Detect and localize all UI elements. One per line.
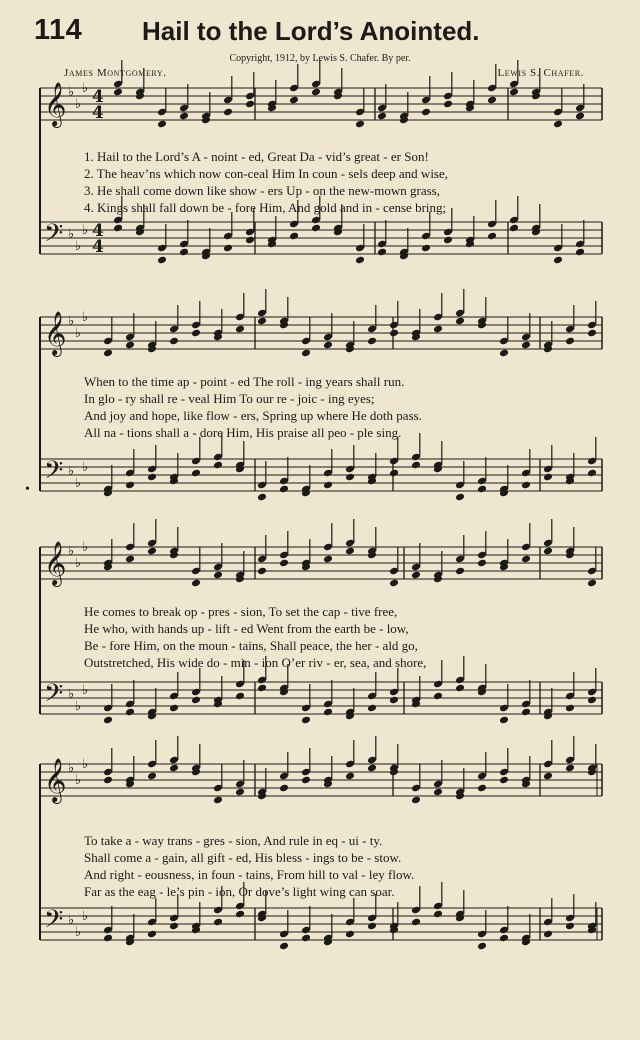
treble-note [125, 341, 135, 350]
bass-note [125, 481, 135, 490]
treble-note [477, 559, 487, 568]
flat-icon: ♭ [68, 913, 75, 928]
flat-icon: ♭ [82, 310, 89, 325]
bass-note [355, 256, 365, 265]
bass-note [301, 934, 311, 943]
flat-icon: ♭ [82, 460, 89, 475]
treble-note [487, 96, 497, 105]
treble-note [521, 341, 531, 350]
lyric-line: Be - fore Him, on the moun - tains, Shall peace, the her - ald go, [84, 638, 418, 653]
bass-note [521, 708, 531, 717]
flat-icon: ♭ [75, 97, 82, 112]
treble-note [367, 764, 377, 773]
bass-note [389, 696, 399, 705]
bass-note [455, 493, 465, 502]
bass-note [191, 696, 201, 705]
bass-note [565, 922, 575, 931]
bass-note [543, 930, 553, 939]
hymn-number: 114 [34, 14, 83, 46]
bass-clef-icon: 𝄢 [44, 679, 64, 714]
composer-credit: Lewis S. Chafer. [497, 67, 584, 79]
time-signature-top: 4 [92, 87, 104, 107]
bass-note [499, 716, 509, 725]
bass-note [157, 256, 167, 265]
treble-note [389, 579, 399, 588]
bass-note [103, 934, 113, 943]
bass-note [301, 716, 311, 725]
bass-note [433, 692, 443, 701]
flat-icon: ♭ [82, 909, 89, 924]
treble-note [223, 108, 233, 117]
bass-note [257, 684, 267, 693]
treble-note [279, 784, 289, 793]
lyric-line: He who, with hands up - lift - ed Went from the earth be - low, [84, 621, 409, 636]
lyric-line: And right - eousness, in foun - tains, From hill to val - ley flow. [84, 867, 415, 882]
lyric-line: He comes to break op - pres - sion, To set the cap - tive free, [84, 604, 398, 619]
treble-note [499, 776, 509, 785]
lyric-line: 4. Kings shall fall down be - fore Him, And gold and in - cense bring; [84, 200, 447, 215]
flat-icon: ♭ [68, 687, 75, 702]
lyric-line: To take a - way trans - gres - sion, And rule in eq - ui - ty. [84, 833, 383, 848]
treble-note [543, 772, 553, 781]
treble-note [509, 88, 519, 97]
flat-icon: ♭ [75, 699, 82, 714]
bass-note [191, 469, 201, 478]
treble-note [279, 559, 289, 568]
treble-note [543, 547, 553, 556]
flat-icon: ♭ [75, 239, 82, 254]
lyricist-credit: James Montgomery. [64, 67, 167, 79]
bass-note [245, 236, 255, 245]
flat-icon: ♭ [68, 227, 75, 242]
treble-note [257, 567, 267, 576]
treble-note [191, 579, 201, 588]
bass-clef-icon: 𝄢 [44, 905, 64, 940]
treble-note [147, 547, 157, 556]
treble-note [367, 337, 377, 346]
treble-note [245, 100, 255, 109]
bass-note [213, 918, 223, 927]
bass-note [323, 708, 333, 717]
treble-note [169, 337, 179, 346]
treble-note [323, 341, 333, 350]
treble-note [301, 349, 311, 358]
treble-note [345, 772, 355, 781]
treble-note [289, 96, 299, 105]
bass-note [477, 942, 487, 951]
lyric-line: 1. Hail to the Lord’s A - noint - ed, Great Da - vid’s great - er Son! [84, 149, 429, 164]
flat-icon: ♭ [75, 476, 82, 491]
flat-icon: ♭ [75, 326, 82, 341]
lyric-line: Shall come a - gain, all gift - ed, His bless - ings to be - stow. [84, 850, 402, 865]
treble-note [323, 555, 333, 564]
bass-note [279, 485, 289, 494]
bass-note [147, 930, 157, 939]
treble-note [377, 112, 387, 121]
bass-note [323, 481, 333, 490]
bass-note [345, 930, 355, 939]
flat-icon: ♭ [75, 556, 82, 571]
treble-note [389, 329, 399, 338]
bass-note [565, 704, 575, 713]
bass-note [169, 704, 179, 713]
time-signature-bottom: 4 [92, 103, 104, 123]
flat-icon: ♭ [68, 464, 75, 479]
flat-icon: ♭ [82, 540, 89, 555]
lyric-line: Far as the eag - le’s pin - ion, Or dove’s light wing can soar. [84, 884, 395, 899]
flat-icon: ♭ [82, 223, 89, 238]
treble-note [443, 100, 453, 109]
lyric-line: And joy and hope, like flow - ers, Spring up where He doth pass. [84, 408, 422, 423]
time-signature-top: 4 [92, 221, 104, 241]
flat-icon: ♭ [82, 757, 89, 772]
treble-clef-icon: 𝄞 [44, 82, 67, 126]
flat-icon: ♭ [68, 544, 75, 559]
bass-clef-icon: 𝄢 [44, 219, 64, 254]
treble-note [433, 788, 443, 797]
treble-note [411, 796, 421, 805]
bass-note [587, 696, 597, 705]
treble-note [235, 788, 245, 797]
treble-note [587, 579, 597, 588]
treble-note [113, 88, 123, 97]
bass-note [521, 481, 531, 490]
bass-note [411, 461, 421, 470]
bass-note [499, 934, 509, 943]
treble-clef-icon: 𝄞 [44, 311, 67, 355]
hymn-title: Hail to the Lord’s Anointed. [142, 16, 480, 46]
flat-icon: ♭ [75, 925, 82, 940]
treble-note [157, 120, 167, 129]
treble-note [301, 776, 311, 785]
bass-note [587, 469, 597, 478]
bass-note [169, 922, 179, 931]
bass-note [125, 708, 135, 717]
bass-note [411, 918, 421, 927]
time-signature-bottom: 4 [92, 237, 104, 257]
treble-note [125, 555, 135, 564]
treble-note [311, 88, 321, 97]
treble-note [455, 567, 465, 576]
bass-note [433, 910, 443, 919]
margin-dot: • [25, 482, 30, 497]
bass-note [179, 248, 189, 257]
bass-note [257, 493, 267, 502]
treble-note [191, 329, 201, 338]
bass-note [443, 236, 453, 245]
bass-note [367, 704, 377, 713]
bass-note [543, 473, 553, 482]
treble-note [147, 772, 157, 781]
bass-note [455, 684, 465, 693]
treble-clef-icon: 𝄞 [44, 758, 67, 802]
treble-note [103, 776, 113, 785]
flat-icon: ♭ [82, 81, 89, 96]
bass-clef-icon: 𝄢 [44, 456, 64, 491]
bass-note [509, 224, 519, 233]
treble-note [213, 571, 223, 580]
treble-note [355, 120, 365, 129]
treble-note [345, 547, 355, 556]
flat-icon: ♭ [75, 773, 82, 788]
treble-note [257, 317, 267, 326]
lyric-line: When to the time ap - point - ed The roll - ing years shall run. [84, 374, 405, 389]
bass-note [377, 248, 387, 257]
treble-note [521, 555, 531, 564]
bass-note [235, 692, 245, 701]
lyric-line: 3. He shall come down like show - ers Up - on the new-mown grass, [84, 183, 440, 198]
flat-icon: ♭ [68, 314, 75, 329]
bass-note [113, 224, 123, 233]
treble-note [411, 571, 421, 580]
bass-note [553, 256, 563, 265]
treble-note [421, 108, 431, 117]
treble-note [235, 325, 245, 334]
treble-note [179, 112, 189, 121]
treble-note [565, 337, 575, 346]
bass-note [345, 473, 355, 482]
copyright-notice: Copyright, 1912, by Lewis S. Chafer. By per. [229, 53, 411, 64]
treble-note [455, 317, 465, 326]
bass-note [289, 232, 299, 241]
bass-note [103, 716, 113, 725]
lyric-line: Outstretched, His wide do - min - ion O’er riv - er, sea, and shore, [84, 655, 427, 670]
bass-note [279, 942, 289, 951]
bass-note [367, 922, 377, 931]
bass-note [235, 910, 245, 919]
treble-clef-icon: 𝄞 [44, 541, 67, 585]
bass-note [223, 244, 233, 253]
lyric-line: All na - tions shall a - dore Him, His praise all peo - ple sing. [84, 425, 402, 440]
treble-note [553, 120, 563, 129]
lyric-line: In glo - ry shall re - veal Him To our re - joic - ing eyes; [84, 391, 375, 406]
bass-note [487, 232, 497, 241]
bass-note [147, 473, 157, 482]
flat-icon: ♭ [82, 683, 89, 698]
bass-note [477, 485, 487, 494]
bass-note [575, 248, 585, 257]
treble-note [103, 349, 113, 358]
treble-note [433, 325, 443, 334]
flat-icon: ♭ [68, 85, 75, 100]
treble-note [213, 796, 223, 805]
treble-note [499, 349, 509, 358]
lyric-line: 2. The heav’ns which now con-ceal Him In coun - sels deep and wise, [84, 166, 449, 181]
treble-note [169, 764, 179, 773]
flat-icon: ♭ [68, 761, 75, 776]
treble-note [587, 329, 597, 338]
bass-note [389, 469, 399, 478]
treble-note [477, 784, 487, 793]
bass-note [311, 224, 321, 233]
bass-note [213, 461, 223, 470]
treble-note [575, 112, 585, 121]
treble-note [565, 764, 575, 773]
bass-note [421, 244, 431, 253]
